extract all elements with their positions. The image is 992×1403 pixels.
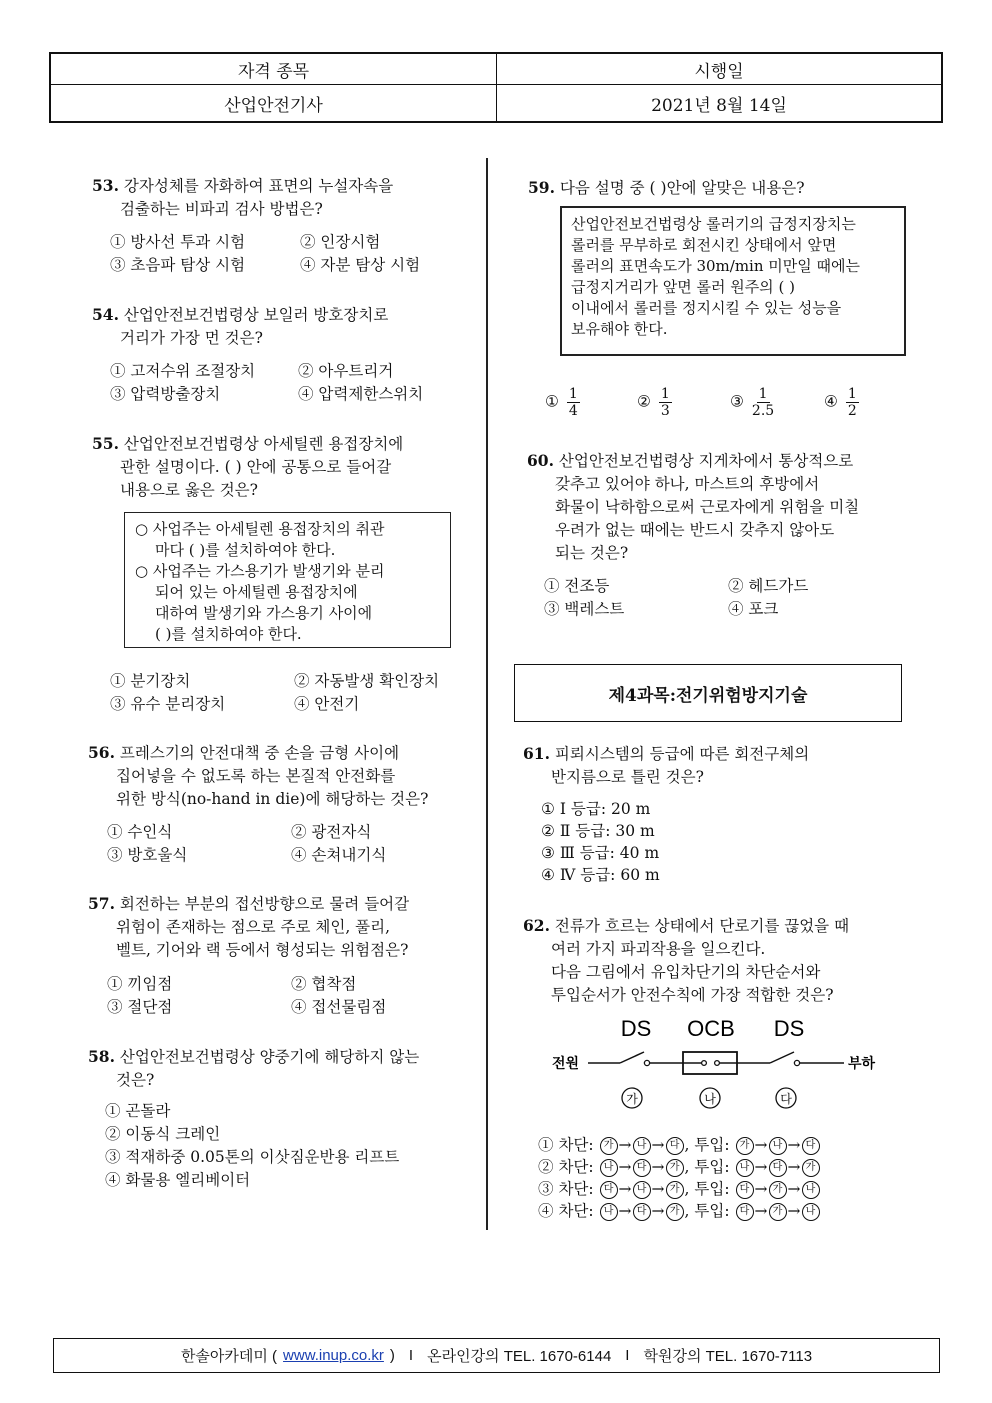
options-54 bbox=[110, 360, 480, 406]
box-line: 롤러를 무부하로 회전시킨 상태에서 앞면 bbox=[571, 236, 837, 254]
circled-label: 다 bbox=[802, 1137, 820, 1155]
options-58 bbox=[105, 1100, 480, 1192]
options-53 bbox=[110, 231, 480, 277]
arrow: → bbox=[618, 1136, 632, 1154]
option-2[interactable]: ② 광전자식 bbox=[291, 823, 372, 841]
question-62 bbox=[523, 914, 849, 1007]
arrow: → bbox=[651, 1158, 665, 1176]
options-62 bbox=[538, 1134, 878, 1226]
denominator: 2 bbox=[847, 403, 857, 419]
option-mark: ③ bbox=[538, 1180, 559, 1198]
option-4[interactable]: ④ 자분 탐상 시험 bbox=[300, 256, 421, 274]
circled-label: 다 bbox=[633, 1203, 651, 1221]
question-text: 관한 설명이다. ( ) 안에 공통으로 들어갈 bbox=[120, 458, 392, 476]
column-divider bbox=[486, 158, 488, 1230]
in-label: , 투입: bbox=[684, 1180, 735, 1198]
circled-label: 다 bbox=[769, 1159, 787, 1177]
cut-label: 차단: bbox=[558, 1158, 599, 1176]
contact bbox=[794, 1060, 799, 1065]
exam-name: 산업안전기사 bbox=[51, 85, 497, 121]
question-text: 여러 가지 파괴작용을 일으킨다. bbox=[551, 940, 766, 958]
option-3[interactable]: ③ 절단점 bbox=[107, 998, 173, 1016]
circled-label: 가 bbox=[802, 1159, 820, 1177]
footer-campus: 학원강의 TEL. 1670-7113 bbox=[643, 1348, 813, 1365]
circled-label: 다 bbox=[736, 1181, 754, 1199]
circled-label: 가 bbox=[769, 1203, 787, 1221]
label-b: 나 bbox=[704, 1092, 716, 1106]
question-number: 61. bbox=[523, 744, 550, 763]
load-label: 부하 bbox=[848, 1056, 876, 1072]
option-4[interactable]: ④ 화물용 엘리베이터 bbox=[105, 1171, 251, 1189]
option-2[interactable]: ② 아우트리거 bbox=[298, 362, 394, 380]
question-text: 집어넣을 수 없도록 하는 본질적 안전화를 bbox=[116, 767, 396, 785]
question-number: 53. bbox=[92, 176, 119, 195]
question-55 bbox=[92, 432, 403, 502]
option-mark: ④ bbox=[538, 1202, 559, 1220]
option-3[interactable]: ③ 적재하중 0.05톤의 이삿짐운반용 리프트 bbox=[105, 1148, 400, 1166]
arrow: → bbox=[787, 1136, 801, 1154]
arrow: → bbox=[651, 1202, 665, 1220]
circled-label: 나 bbox=[802, 1203, 820, 1221]
option-3[interactable]: ③ 초음파 탐상 시험 bbox=[110, 256, 246, 274]
option-2[interactable]: ② 협착점 bbox=[291, 975, 357, 993]
option-3[interactable]: ③ 압력방출장치 bbox=[110, 385, 221, 403]
cut-label: 차단: bbox=[558, 1136, 599, 1154]
question-number: 58. bbox=[88, 1047, 115, 1066]
question-55-box bbox=[124, 512, 451, 648]
question-text: 피뢰시스템의 등급에 따른 회전구체의 bbox=[554, 745, 810, 763]
in-label: , 투입: bbox=[684, 1202, 735, 1220]
option-4[interactable]: ④ 접선물림점 bbox=[291, 998, 387, 1016]
question-text: 프레스기의 안전대책 중 손을 금형 사이에 bbox=[119, 744, 400, 762]
circuit-diagram bbox=[548, 1012, 888, 1122]
fraction bbox=[659, 386, 672, 419]
denominator: 3 bbox=[660, 403, 670, 419]
option-1[interactable]: ① 전조등 bbox=[544, 577, 610, 595]
option-mark: ② bbox=[637, 392, 651, 411]
arrow: → bbox=[754, 1202, 768, 1220]
question-61 bbox=[523, 742, 809, 789]
arrow: → bbox=[618, 1158, 632, 1176]
question-text: 산업안전보건법령상 보일러 방호장치로 bbox=[123, 306, 389, 324]
circled-label: 나 bbox=[633, 1181, 651, 1199]
option-1[interactable]: ① 고저수위 조절장치 bbox=[110, 362, 256, 380]
box-line: 롤러의 표면속도가 30m/min 미만일 때에는 bbox=[571, 257, 860, 275]
footer-url-link[interactable]: www.inup.co.kr bbox=[283, 1347, 384, 1364]
circled-label: 다 bbox=[600, 1181, 618, 1199]
question-60 bbox=[527, 449, 859, 565]
question-text: 우려가 없는 때에는 반드시 갖추지 않아도 bbox=[555, 521, 835, 539]
header-col2-title: 시행일 bbox=[497, 54, 941, 85]
box-line: 마다 ( )를 설치하여야 한다. bbox=[155, 541, 336, 559]
option-4[interactable]: ④ 포크 bbox=[728, 600, 779, 618]
fraction bbox=[752, 386, 774, 419]
question-text: 강자성체를 자화하여 표면의 누설자속을 bbox=[123, 177, 394, 195]
option-2[interactable]: ② 이동식 크레인 bbox=[105, 1125, 221, 1143]
option-3[interactable] bbox=[730, 386, 774, 419]
cut-label: 차단: bbox=[558, 1202, 599, 1220]
question-text: 벨트, 기어와 랙 등에서 형성되는 위험점은? bbox=[116, 941, 409, 959]
circled-label: 나 bbox=[633, 1137, 651, 1155]
fraction bbox=[567, 386, 580, 419]
question-text: 갖추고 있어야 하나, 마스트의 후방에서 bbox=[555, 475, 820, 493]
box-line: 되어 있는 아세틸렌 용접장치에 bbox=[155, 583, 358, 601]
circled-label: 나 bbox=[769, 1137, 787, 1155]
question-54 bbox=[92, 303, 388, 350]
question-text: 회전하는 부분의 접선방향으로 물려 들어갈 bbox=[119, 895, 410, 913]
question-text: 검출하는 비파괴 검사 방법은? bbox=[120, 200, 323, 218]
question-53 bbox=[92, 174, 393, 221]
numerator: 1 bbox=[847, 386, 857, 402]
question-text: 화물이 낙하함으로써 근로자에게 위험을 미칠 bbox=[555, 498, 860, 516]
question-text: 위한 방식(no-hand in die)에 해당하는 것은? bbox=[116, 790, 429, 808]
denominator: 2.5 bbox=[751, 403, 775, 419]
arrow: → bbox=[787, 1158, 801, 1176]
option-1[interactable]: ① 곤돌라 bbox=[105, 1102, 171, 1120]
circled-label: 나 bbox=[736, 1159, 754, 1177]
arrow: → bbox=[754, 1136, 768, 1154]
ds-right-switch bbox=[770, 1052, 794, 1063]
circled-label: 나 bbox=[802, 1181, 820, 1199]
option-1[interactable]: ① 끼임점 bbox=[107, 975, 173, 993]
footer-org: 한솔아카데미 ( bbox=[180, 1348, 278, 1365]
header-table bbox=[49, 52, 943, 123]
box-line: 급정지거리가 앞면 롤러 원주의 ( ) bbox=[571, 278, 795, 296]
arrow: → bbox=[618, 1180, 632, 1198]
box-line: 대하여 발생기와 가스용기 사이에 bbox=[155, 604, 373, 622]
question-56 bbox=[88, 741, 428, 811]
question-number: 55. bbox=[92, 434, 119, 453]
box-line: 이내에서 롤러를 정지시킬 수 있는 성능을 bbox=[571, 299, 842, 317]
numerator: 1 bbox=[568, 386, 578, 402]
question-number: 59. bbox=[528, 178, 555, 197]
option-2[interactable]: ② 인장시험 bbox=[300, 233, 381, 251]
box-line: ( )를 설치하여야 한다. bbox=[155, 625, 302, 643]
question-59 bbox=[528, 176, 805, 200]
question-text: 위험이 존재하는 점으로 주로 체인, 풀리, bbox=[116, 918, 391, 936]
label-a: 가 bbox=[626, 1092, 638, 1106]
question-59-box bbox=[560, 206, 906, 356]
option-1[interactable] bbox=[538, 1134, 821, 1157]
option-2[interactable]: ② 자동발생 확인장치 bbox=[294, 672, 440, 690]
option-1[interactable]: ① Ⅰ 등급: 20 m bbox=[541, 800, 651, 818]
option-4[interactable]: ④ Ⅳ 등급: 60 m bbox=[541, 866, 660, 884]
arrow: → bbox=[787, 1202, 801, 1220]
option-3[interactable]: ③ 백레스트 bbox=[544, 600, 625, 618]
option-4[interactable]: ④ 손쳐내기식 bbox=[291, 846, 387, 864]
question-number: 62. bbox=[523, 916, 550, 935]
option-2[interactable] bbox=[637, 386, 672, 419]
circled-label: 다 bbox=[736, 1203, 754, 1221]
numerator: 1 bbox=[660, 386, 670, 402]
arrow: → bbox=[754, 1158, 768, 1176]
footer-separator: I bbox=[408, 1347, 414, 1364]
footer-close: ) bbox=[389, 1347, 395, 1364]
box-line: ○ 사업주는 아세틸렌 용접장치의 취관 bbox=[135, 520, 385, 538]
ds-left-label: DS bbox=[620, 1016, 652, 1041]
question-text: 것은? bbox=[116, 1071, 155, 1089]
question-57 bbox=[88, 892, 409, 962]
question-text: 내용으로 옳은 것은? bbox=[120, 481, 258, 499]
in-label: , 투입: bbox=[684, 1136, 735, 1154]
box-line: ○ 사업주는 가스용기가 발생기와 분리 bbox=[135, 562, 385, 580]
arrow: → bbox=[651, 1136, 665, 1154]
box-line: 산업안전보건법령상 롤러기의 급정지장치는 bbox=[571, 215, 856, 233]
question-text: 산업안전보건법령상 아세틸렌 용접장치에 bbox=[123, 435, 404, 453]
circled-label: 가 bbox=[666, 1203, 684, 1221]
option-1[interactable] bbox=[545, 386, 580, 419]
question-number: 56. bbox=[88, 743, 115, 762]
arrow: → bbox=[651, 1180, 665, 1198]
question-58 bbox=[88, 1045, 419, 1092]
circled-label: 다 bbox=[633, 1159, 651, 1177]
circled-label: 가 bbox=[666, 1181, 684, 1199]
arrow: → bbox=[754, 1180, 768, 1198]
circled-label: 가 bbox=[600, 1137, 618, 1155]
exam-date: 2021년 8월 14일 bbox=[651, 95, 787, 116]
circled-label: 나 bbox=[600, 1203, 618, 1221]
ocb-label: OCB bbox=[687, 1016, 735, 1041]
footer-separator: I bbox=[625, 1347, 630, 1364]
question-text: 다음 설명 중 ( )안에 알맞은 내용은? bbox=[559, 179, 805, 197]
box-line: 보유해야 한다. bbox=[571, 320, 668, 338]
option-1[interactable]: ① 수인식 bbox=[107, 823, 173, 841]
question-number: 54. bbox=[92, 305, 119, 324]
options-57 bbox=[107, 973, 477, 1019]
option-mark: ③ bbox=[730, 392, 744, 411]
question-text: 산업안전보건법령상 양중기에 해당하지 않는 bbox=[119, 1048, 420, 1066]
circled-label: 나 bbox=[600, 1159, 618, 1177]
question-text: 거리가 가장 먼 것은? bbox=[120, 329, 263, 347]
ds-right-label: DS bbox=[773, 1016, 805, 1041]
question-number: 57. bbox=[88, 894, 115, 913]
header-col1-title: 자격 종목 bbox=[51, 54, 497, 85]
option-mark: ① bbox=[538, 1136, 559, 1154]
option-3[interactable]: ③ Ⅲ 등급: 40 m bbox=[541, 844, 660, 862]
option-1[interactable]: ① 방사선 투과 시험 bbox=[110, 233, 246, 251]
footer-online: 온라인강의 TEL. 1670-6144 bbox=[427, 1348, 612, 1365]
contact bbox=[644, 1060, 649, 1065]
option-3[interactable]: ③ 유수 분리장치 bbox=[110, 695, 226, 713]
option-4[interactable] bbox=[538, 1200, 821, 1223]
question-text: 산업안전보건법령상 지게차에서 통상적으로 bbox=[558, 452, 854, 470]
option-2[interactable]: ② Ⅱ 등급: 30 m bbox=[541, 822, 655, 840]
option-4[interactable]: ④ 안전기 bbox=[294, 695, 360, 713]
options-59 bbox=[545, 378, 885, 422]
circled-label: 다 bbox=[666, 1137, 684, 1155]
options-56 bbox=[107, 821, 477, 867]
denominator: 4 bbox=[568, 403, 578, 419]
option-2[interactable]: ② 헤드가드 bbox=[728, 577, 809, 595]
option-3[interactable]: ③ 방호울식 bbox=[107, 846, 188, 864]
arrow: → bbox=[787, 1180, 801, 1198]
ds-left-switch bbox=[620, 1052, 644, 1063]
source-label: 전원 bbox=[552, 1056, 580, 1072]
option-mark: ① bbox=[545, 392, 559, 411]
question-text: 되는 것은? bbox=[555, 544, 629, 562]
options-61 bbox=[541, 798, 841, 890]
option-4[interactable] bbox=[824, 386, 859, 419]
question-text: 다음 그림에서 유입차단기의 차단순서와 bbox=[551, 963, 821, 981]
numerator: 1 bbox=[758, 386, 768, 402]
circled-label: 가 bbox=[736, 1137, 754, 1155]
option-1[interactable]: ① 분기장치 bbox=[110, 672, 191, 690]
footer bbox=[53, 1338, 940, 1373]
section-title: 제4과목:전기위험방지기술 bbox=[514, 664, 902, 722]
option-4[interactable]: ④ 압력제한스위치 bbox=[298, 385, 424, 403]
question-text: 전류가 흐르는 상태에서 단로기를 끊었을 때 bbox=[554, 917, 850, 935]
circled-label: 가 bbox=[666, 1159, 684, 1177]
option-3[interactable] bbox=[538, 1178, 821, 1201]
question-text: 반지름으로 틀린 것은? bbox=[551, 768, 704, 786]
option-2[interactable] bbox=[538, 1156, 821, 1179]
in-label: , 투입: bbox=[684, 1158, 735, 1176]
contact bbox=[702, 1061, 707, 1066]
option-mark: ④ bbox=[824, 392, 838, 411]
contact bbox=[715, 1061, 720, 1066]
options-55 bbox=[110, 670, 480, 716]
circled-label: 가 bbox=[769, 1181, 787, 1199]
question-text: 투입순서가 안전수칙에 가장 적합한 것은? bbox=[551, 986, 834, 1004]
cut-label: 차단: bbox=[558, 1180, 599, 1198]
label-c: 다 bbox=[780, 1092, 792, 1106]
options-60 bbox=[544, 575, 894, 621]
arrow: → bbox=[618, 1202, 632, 1220]
option-mark: ② bbox=[538, 1158, 559, 1176]
question-number: 60. bbox=[527, 451, 554, 470]
fraction bbox=[846, 386, 859, 419]
